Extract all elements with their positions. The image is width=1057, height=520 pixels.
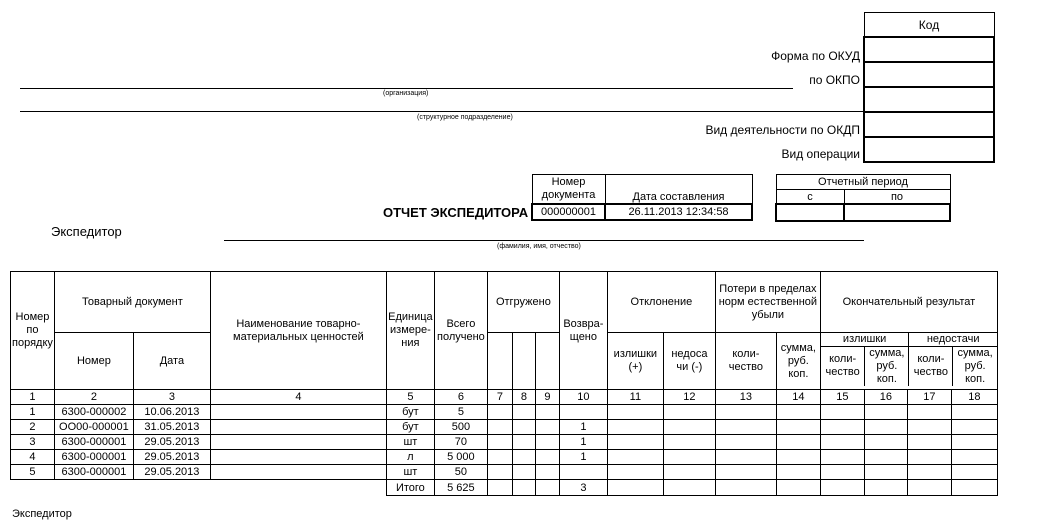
col-num: 18 <box>951 390 997 405</box>
row-received: 500 <box>434 420 487 435</box>
col-num: 9 <box>535 390 559 405</box>
col-num: 8 <box>512 390 535 405</box>
hdr-shipped-1 <box>487 333 512 390</box>
table-row[interactable] <box>11 465 998 480</box>
okud-label: Форма по ОКУД <box>771 49 860 63</box>
row-unit: бут <box>386 420 434 435</box>
hdr-final-surplus-sum: сумма, руб. коп. <box>865 346 909 386</box>
row-date: 29.05.2013 <box>133 435 210 450</box>
row-received: 5 <box>434 405 487 420</box>
period-to-value[interactable] <box>844 204 950 221</box>
row-num: 2 <box>11 420 55 435</box>
codes-header: Код <box>864 13 994 38</box>
row-received: 5 000 <box>434 450 487 465</box>
okdp-code-cell[interactable] <box>864 112 994 137</box>
hdr-num: Номер по порядку <box>11 272 55 390</box>
row-returned: 1 <box>559 450 607 465</box>
col-num: 16 <box>864 390 907 405</box>
doc-date-header: Дата составления <box>605 175 752 205</box>
total-received: 5 625 <box>434 480 487 496</box>
hdr-goods-doc: Товарный документ <box>54 272 210 333</box>
operation-label: Вид операции <box>781 147 860 161</box>
hdr-doc-date: Дата <box>133 333 210 390</box>
col-num: 3 <box>133 390 210 405</box>
table-row[interactable] <box>11 435 998 450</box>
period-from-value[interactable] <box>776 204 844 221</box>
okud-code-cell[interactable] <box>864 37 994 62</box>
hdr-final-shortage-sum: сумма, руб. коп. <box>957 346 993 385</box>
row-name <box>210 420 386 435</box>
hdr-shipped: Отгружено <box>487 272 559 333</box>
row-num: 4 <box>11 450 55 465</box>
forwarder-line[interactable] <box>224 240 864 241</box>
hdr-name: Наименование товарно-материальных ценностей <box>210 272 386 390</box>
okpo-label: по ОКПО <box>809 73 860 87</box>
row-returned <box>559 465 607 480</box>
row-num: 3 <box>11 435 55 450</box>
row-unit: бут <box>386 405 434 420</box>
row-num: 1 <box>11 405 55 420</box>
goods-table <box>10 271 998 496</box>
reporting-period <box>775 174 951 222</box>
col-num: 4 <box>210 390 386 405</box>
col-num: 5 <box>386 390 434 405</box>
table-row[interactable] <box>11 405 998 420</box>
hdr-returned: Возвра-щено <box>559 272 607 390</box>
table-row[interactable] <box>11 450 998 465</box>
period-to-label: по <box>844 190 950 205</box>
forwarder-label: Экспедитор <box>51 224 122 239</box>
organization-caption: (организация) <box>383 90 429 97</box>
hdr-doc-number: Номер <box>54 333 133 390</box>
row-num: 5 <box>11 465 55 480</box>
hdr-shipped-2 <box>512 333 535 390</box>
hdr-received: Всего получено <box>434 272 487 390</box>
col-num: 12 <box>663 390 715 405</box>
period-from-label: с <box>776 190 844 205</box>
org-code-cell[interactable] <box>864 87 994 112</box>
subdivision-line[interactable] <box>20 111 863 112</box>
hdr-surplus: излишки (+) <box>607 333 663 390</box>
report-title: ОТЧЕТ ЭКСПЕДИТОРА <box>383 205 529 220</box>
fio-caption: (фамилия, имя, отчество) <box>497 243 581 250</box>
col-num: 15 <box>820 390 864 405</box>
subdivision-caption: (структурное подразделение) <box>417 114 513 121</box>
col-num: 17 <box>907 390 951 405</box>
row-doc: ОО00-000001 <box>54 420 133 435</box>
hdr-final-surplus-qty: коли-чество <box>821 346 865 386</box>
codes-table <box>863 12 995 163</box>
total-row <box>11 480 998 496</box>
row-received: 50 <box>434 465 487 480</box>
row-returned: 1 <box>559 435 607 450</box>
organization-line[interactable] <box>20 88 793 89</box>
hdr-deviation: Отклонение <box>607 272 715 333</box>
hdr-loss-qty: коли-чество <box>715 333 776 390</box>
row-date: 31.05.2013 <box>133 420 210 435</box>
row-doc: 6300-000002 <box>54 405 133 420</box>
row-name <box>210 465 386 480</box>
hdr-final: Окончательный результат <box>820 272 997 333</box>
table-row[interactable] <box>11 420 998 435</box>
column-numbers-row <box>11 390 998 405</box>
row-date: 29.05.2013 <box>133 450 210 465</box>
total-returned: 3 <box>559 480 607 496</box>
hdr-losses: Потери в пределах норм естественной убыли <box>715 272 820 333</box>
col-num: 13 <box>715 390 776 405</box>
row-date: 29.05.2013 <box>133 465 210 480</box>
row-doc: 6300-000001 <box>54 465 133 480</box>
hdr-final-shortage: недостачи <box>909 333 997 346</box>
row-unit: шт <box>386 465 434 480</box>
doc-number-header: Номер документа <box>532 175 605 205</box>
hdr-final-shortage-qty: коли-чество <box>909 346 953 386</box>
col-num: 10 <box>559 390 607 405</box>
hdr-loss-sum: сумма, руб. коп. <box>776 333 820 390</box>
row-unit: шт <box>386 435 434 450</box>
row-doc: 6300-000001 <box>54 450 133 465</box>
doc-date-value[interactable]: 26.11.2013 12:34:58 <box>605 204 752 220</box>
footer-forwarder-label: Экспедитор <box>12 508 72 520</box>
operation-code-cell[interactable] <box>864 137 994 162</box>
document-info <box>531 174 753 221</box>
okdp-label: Вид деятельности по ОКДП <box>705 123 860 137</box>
hdr-shortage: недоса чи (-) <box>663 333 715 390</box>
col-num: 2 <box>54 390 133 405</box>
col-num: 7 <box>487 390 512 405</box>
col-num: 6 <box>434 390 487 405</box>
row-returned <box>559 405 607 420</box>
row-name <box>210 405 386 420</box>
col-num: 11 <box>607 390 663 405</box>
period-header: Отчетный период <box>776 175 950 190</box>
row-doc: 6300-000001 <box>54 435 133 450</box>
col-num: 14 <box>776 390 820 405</box>
hdr-unit: Единица измере-ния <box>386 272 434 390</box>
hdr-shipped-3 <box>535 333 559 390</box>
hdr-final-surplus: излишки <box>821 333 909 346</box>
doc-number-value[interactable]: 000000001 <box>532 204 605 220</box>
col-num: 1 <box>11 390 55 405</box>
row-date: 10.06.2013 <box>133 405 210 420</box>
total-label: Итого <box>386 480 434 496</box>
row-received: 70 <box>434 435 487 450</box>
hdr-final-sub <box>820 333 997 390</box>
row-unit: л <box>386 450 434 465</box>
row-name <box>210 450 386 465</box>
okpo-code-cell[interactable] <box>864 62 994 87</box>
row-name <box>210 435 386 450</box>
row-returned: 1 <box>559 420 607 435</box>
